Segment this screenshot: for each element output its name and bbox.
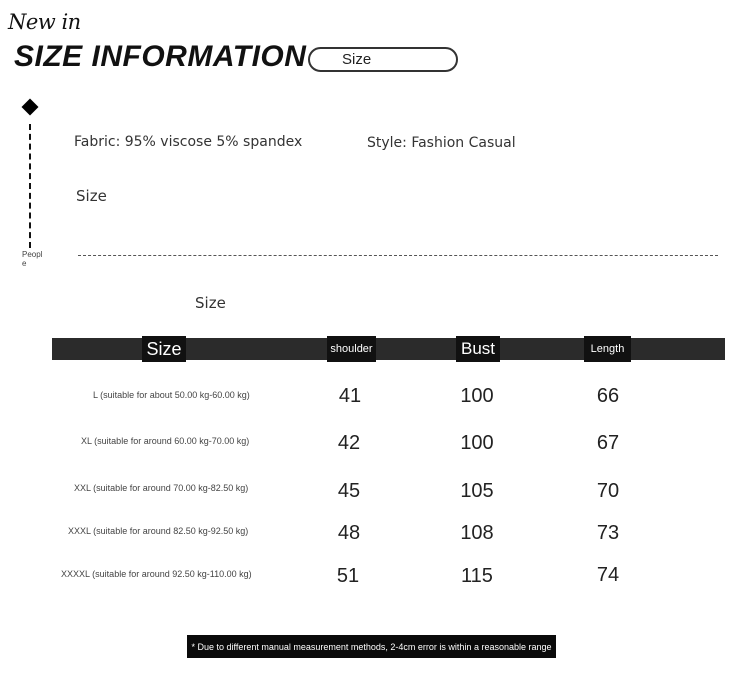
size-section-label: Size <box>76 187 107 205</box>
row-bust-value: 100 <box>460 432 494 454</box>
row-shoulder-value: 42 <box>337 432 361 454</box>
vertical-dashed-line <box>29 124 31 248</box>
fabric-info: Fabric: 95% viscose 5% spandex <box>74 134 303 150</box>
row-size-label: XXXXL (suitable for around 92.50 kg-110.00 kg) <box>61 569 252 579</box>
row-bust-value: 105 <box>460 480 494 502</box>
new-in-script-title: New in <box>8 10 81 34</box>
header-shoulder: shoulder <box>327 336 376 362</box>
row-size-label: XXL (suitable for around 70.00 kg-82.50 kg) <box>74 483 249 493</box>
row-length-value: 73 <box>596 522 620 544</box>
style-info: Style: Fashion Casual <box>367 135 516 151</box>
page-title: SIZE INFORMATION <box>14 40 307 73</box>
people-label: People <box>22 250 43 268</box>
row-shoulder-value: 45 <box>337 480 361 502</box>
row-shoulder-value: 48 <box>337 522 361 544</box>
row-size-label: XL (suitable for around 60.00 kg-70.00 kg) <box>81 436 250 446</box>
size-pill-outline <box>308 47 458 72</box>
size-pill-label: Size <box>342 51 372 68</box>
table-caption: Size <box>195 294 226 312</box>
row-length-value: 70 <box>596 480 620 502</box>
row-size-label: XXXL (suitable for around 82.50 kg-92.50 kg) <box>68 526 249 536</box>
row-length-value: 67 <box>596 432 620 454</box>
header-bust: Bust <box>456 336 500 362</box>
row-length-value: 74 <box>596 564 620 586</box>
horizontal-dashed-divider <box>78 255 718 256</box>
row-bust-value: 108 <box>460 522 494 544</box>
measurement-error-note: * Due to different manual measurement methods, 2-4cm error is within a reasonable range <box>187 635 556 658</box>
row-size-label: L (suitable for about 50.00 kg-60.00 kg) <box>93 390 250 400</box>
header-length: Length <box>584 336 631 362</box>
row-length-value: 66 <box>596 385 620 407</box>
row-shoulder-value: 51 <box>336 565 360 587</box>
row-shoulder-value: 41 <box>338 385 362 407</box>
header-size: Size <box>142 336 186 362</box>
row-bust-value: 115 <box>461 565 493 587</box>
diamond-marker-icon <box>22 99 39 116</box>
row-bust-value: 100 <box>460 385 494 407</box>
